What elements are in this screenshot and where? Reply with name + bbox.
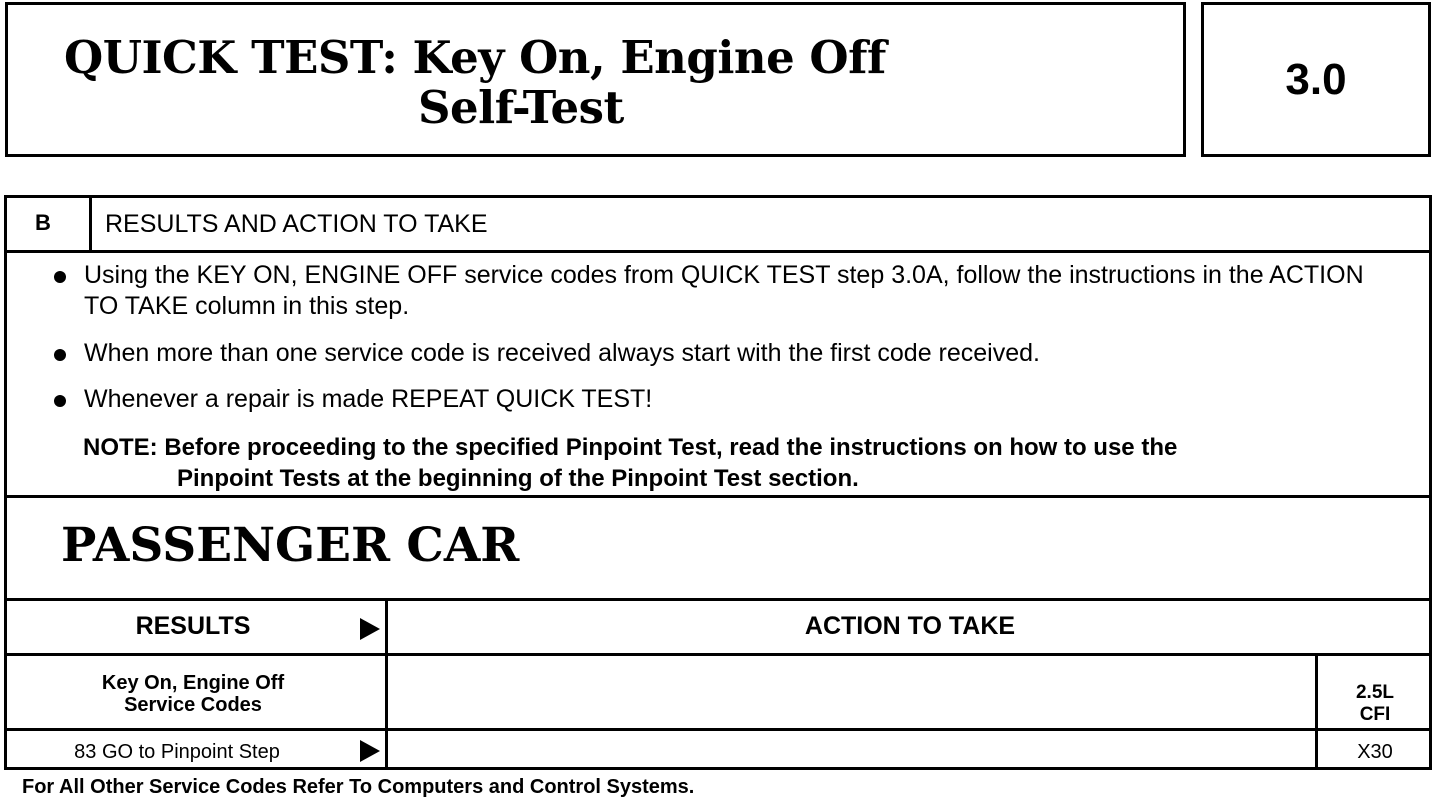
- step-number-box: [1201, 2, 1431, 157]
- service-codes-header: [7, 672, 379, 716]
- bullet-text: When more than one service code is received always start with the first code received.: [84, 339, 1040, 367]
- value-cell: X30: [1357, 741, 1393, 763]
- page-title-line1: QUICK TEST: Key On, Engine Off: [64, 31, 886, 84]
- note-rule: [7, 495, 1429, 498]
- note-text-line1: Before proceeding to the specified Pinpoint Test, read the instructions on how to use the: [164, 434, 1178, 461]
- engine-header: [1318, 682, 1432, 726]
- results-section: [4, 195, 1432, 770]
- row-rule: [7, 728, 1429, 731]
- page-title-line2: Self-Test: [418, 81, 624, 134]
- step-number: 3.0: [1285, 55, 1347, 104]
- vehicle-heading: PASSENGER CAR: [61, 518, 520, 573]
- result-cell: 83 GO to Pinpoint Step: [74, 741, 280, 763]
- note: [83, 432, 1413, 494]
- service-codes-header-line2: Service Codes: [124, 694, 262, 716]
- note-label: NOTE:: [83, 434, 158, 461]
- footer-note: For All Other Service Codes Refer To Computers and Control Systems.: [22, 776, 695, 798]
- heading-divider: [89, 198, 92, 250]
- header-rule: [7, 653, 1429, 656]
- action-column-header: ACTION TO TAKE: [804, 612, 1016, 640]
- bullet-icon: [54, 271, 66, 283]
- bullet-icon: [54, 349, 66, 361]
- note-text-line2: Pinpoint Tests at the beginning of the Pinpoint Test section.: [177, 465, 859, 492]
- engine-header-line2: CFI: [1359, 704, 1391, 725]
- section-heading: RESULTS AND ACTION TO TAKE: [105, 210, 488, 238]
- arrow-right-icon: [360, 618, 380, 640]
- engine-header-line1: 2.5L: [1355, 682, 1395, 703]
- service-codes-header-line1: Key On, Engine Off: [101, 672, 285, 694]
- bullet-text: Using the KEY ON, ENGINE OFF service codes from QUICK TEST step 3.0A, follow the instructions in the ACTION TO TAKE column in this step.: [84, 261, 1364, 320]
- step-letter: B: [35, 210, 51, 235]
- title-box: [5, 2, 1186, 157]
- bullet-text: Whenever a repair is made REPEAT QUICK TEST!: [84, 385, 653, 413]
- heading-rule: [7, 250, 1429, 253]
- arrow-right-icon: [360, 740, 380, 762]
- results-column-header: RESULTS: [135, 612, 251, 640]
- table-top-rule: [7, 598, 1429, 601]
- bullet-icon: [54, 395, 66, 407]
